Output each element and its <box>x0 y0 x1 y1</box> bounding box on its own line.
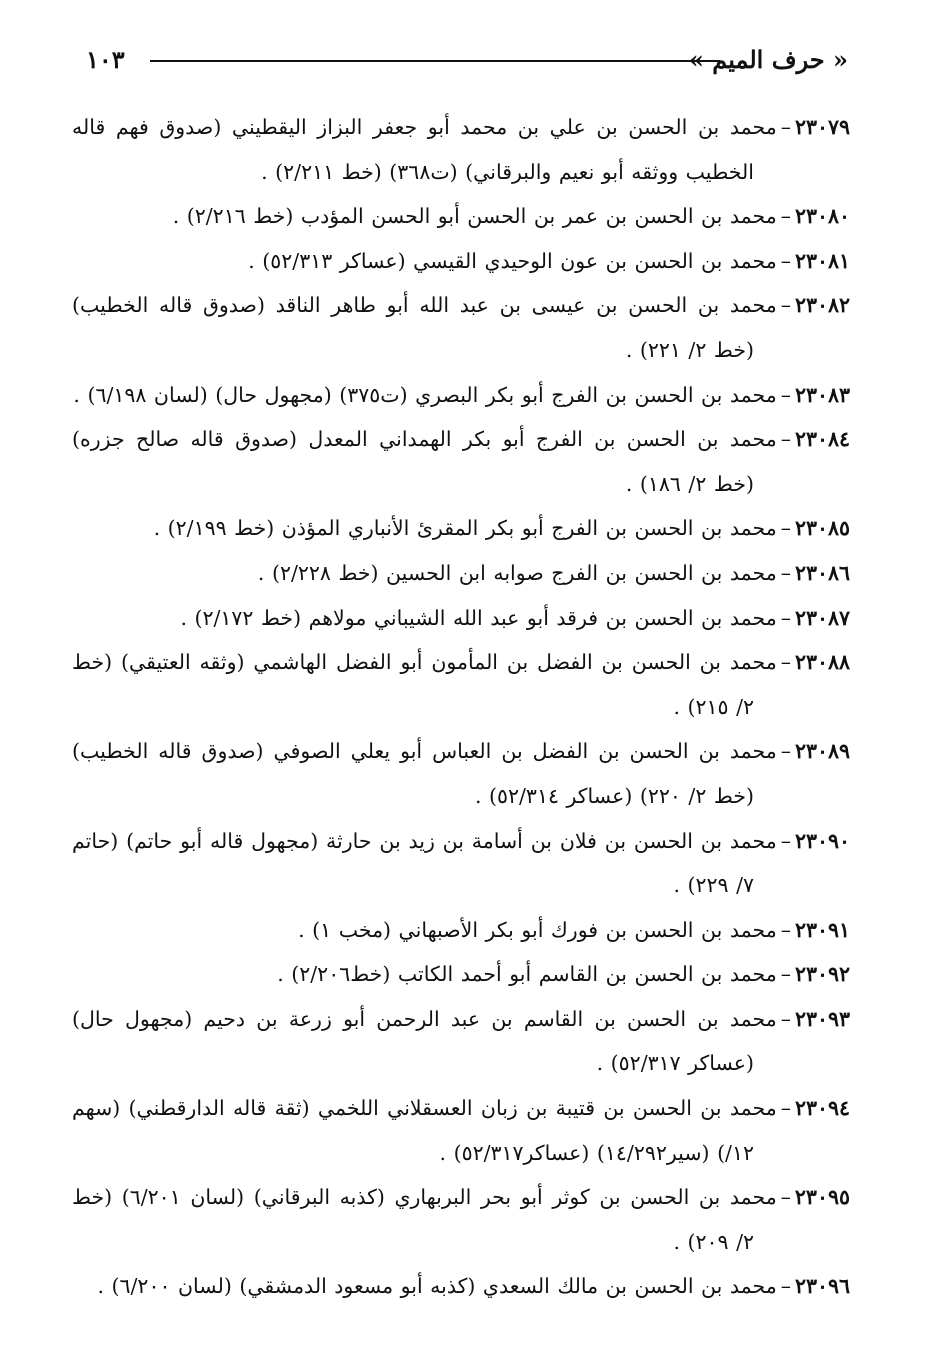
list-item: ٢٣٠٨٨–محمد بن الحسن بن الفضل بن المأمون أبو الفضل الهاشمي (وثقه العتيقي) (خط ٢/ ٢١٥) . <box>72 650 850 719</box>
entry-text: محمد بن الحسن بن مالك السعدي (كذبه أبو مسعود الدمشقي) (لسان ٦/٢٠٠) . <box>97 1274 777 1299</box>
running-header <box>86 40 848 80</box>
entry-text: محمد بن الحسن بن القاسم أبو أحمد الكاتب (خط٢/٢٠٦) . <box>277 962 777 987</box>
entry-text: محمد بن الحسن بن فورك أبو بكر الأصبهاني (مخب ١) . <box>298 917 777 942</box>
entry-number: ٢٣٠٨٨ <box>794 650 850 675</box>
entry-text: محمد بن الحسن بن قتيبة بن زبان العسقلاني اللخمي (ثقة قاله الدارقطني) (سهم ١٢/) (سير١٤/٢٩٢) (عساكر٥٢/٣١٧) . <box>72 1096 777 1165</box>
list-item: ٢٣٠٩٢–محمد بن الحسن بن القاسم أبو أحمد الكاتب (خط٢/٢٠٦) . <box>277 962 850 987</box>
list-item: ٢٣٠٩٤–محمد بن الحسن بن قتيبة بن زبان العسقلاني اللخمي (ثقة قاله الدارقطني) (سهم ١٢/) (سير١٤/٢٩٢) (عساكر٥٢/٣١٧) . <box>72 1096 850 1165</box>
entry-number: ٢٣٠٩٦ <box>794 1274 850 1299</box>
entry-text: محمد بن الحسن بن فلان بن أسامة بن زيد بن حارثة (مجهول قاله أبو حاتم) (حاتم ٧/ ٢٢٩) . <box>72 828 777 898</box>
list-item: ٢٣٠٩٥–محمد بن الحسن بن كوثر أبو بحر البربهاري (كذبه البرقاني) (لسان ٦/٢٠١) (خط ٢/ ٢٠٩) . <box>72 1185 850 1254</box>
entry-number: ٢٣٠٨٠ <box>794 204 850 229</box>
page-number: ١٠٣ <box>86 45 125 74</box>
entry-text: محمد بن الحسن بن كوثر أبو بحر البربهاري (كذبه البرقاني) (لسان ٦/٢٠١) (خط ٢/ ٢٠٩) . <box>72 1185 777 1254</box>
list-item: ٢٣٠٩٣–محمد بن الحسن بن القاسم بن عبد الرحمن أبو زرعة بن دحيم (مجهول حال) (عساكر ٥٢/٣١٧) . <box>72 1006 850 1076</box>
entry-number: ٢٣٠٧٩ <box>794 115 850 139</box>
entry-text: محمد بن الحسن بن عمر بن الحسن أبو الحسن المؤدب (خط ٢/٢١٦) . <box>172 204 777 229</box>
list-item: ٢٣٠٩٠–محمد بن الحسن بن فلان بن أسامة بن زيد بن حارثة (مجهول قاله أبو حاتم) (حاتم ٧/ ٢٢٩) . <box>72 828 850 898</box>
entry-number: ٢٣٠٨٧ <box>794 605 850 630</box>
entry-number: ٢٣٠٨٩ <box>794 739 850 764</box>
list-item: ٢٣٠٨٣–محمد بن الحسن بن الفرج أبو بكر البصري (ت٣٧٥) (مجهول حال) (لسان ٦/١٩٨) . <box>73 382 850 407</box>
entry-text: محمد بن الحسن بن الفرج أبو بكر الهمداني المعدل (صدوق قاله صالح جزره) (خط ٢/ ١٨٦) . <box>72 427 777 496</box>
list-item: ٢٣٠٨٧–محمد بن الحسن بن فرقد أبو عبد الله الشيباني مولاهم (خط ٢/١٧٢) . <box>180 605 850 630</box>
entry-number: ٢٣٠٩١ <box>794 917 850 942</box>
entry-number: ٢٣٠٨٣ <box>794 382 850 407</box>
entry-number: ٢٣٠٨٥ <box>794 516 850 541</box>
header-rule <box>150 60 720 62</box>
entry-number: ٢٣٠٩٢ <box>794 962 850 987</box>
list-item: ٢٣٠٨٠–محمد بن الحسن بن عمر بن الحسن أبو الحسن المؤدب (خط ٢/٢١٦) . <box>172 204 850 229</box>
entry-number: ٢٣٠٩٣ <box>794 1006 850 1031</box>
list-item: ٢٣٠٨٥–محمد بن الحسن بن الفرج أبو بكر المقرئ الأنباري المؤذن (خط ٢/١٩٩) . <box>153 516 850 541</box>
list-item: ٢٣٠٧٩–محمد بن الحسن بن علي بن محمد أبو جعفر البزاز اليقطيني (صدوق فهم قاله الخطيب ووثقه أبو نعيم والبرقاني) (ت٣٦٨) (خط ٢/٢١١) . <box>72 115 850 184</box>
list-item: ٢٣٠٩١–محمد بن الحسن بن فورك أبو بكر الأصبهاني (مخب ١) . <box>298 917 850 942</box>
entry-list <box>72 105 850 1309</box>
entry-text: محمد بن الحسن بن فرقد أبو عبد الله الشيباني مولاهم (خط ٢/١٧٢) . <box>180 605 777 630</box>
list-item: ٢٣٠٩٦–محمد بن الحسن بن مالك السعدي (كذبه أبو مسعود الدمشقي) (لسان ٦/٢٠٠) . <box>97 1274 850 1299</box>
entry-text: محمد بن الحسن بن الفضل بن العباس أبو يعلي الصوفي (صدوق قاله الخطيب) (خط ٢/ ٢٢٠) (عساكر ٥٢/٣١٤) . <box>72 739 777 808</box>
list-item: ٢٣٠٨٢–محمد بن الحسن بن عيسى بن عبد الله أبو طاهر الناقد (صدوق قاله الخطيب) (خط ٢/ ٢٢١) . <box>72 293 850 362</box>
list-item: ٢٣٠٨٤–محمد بن الحسن بن الفرج أبو بكر الهمداني المعدل (صدوق قاله صالح جزره) (خط ٢/ ١٨٦) . <box>72 427 850 496</box>
chapter-title: « حرف الميم » <box>688 45 848 74</box>
entry-text: محمد بن الحسن بن الفرج صوابه ابن الحسين (خط ٢/٢٢٨) . <box>257 560 777 585</box>
entry-number: ٢٣٠٨٢ <box>794 293 850 318</box>
entry-number: ٢٣٠٩٤ <box>794 1096 850 1121</box>
entry-text: محمد بن الحسن بن علي بن محمد أبو جعفر البزاز اليقطيني (صدوق فهم قاله الخطيب ووثقه أبو نعيم والبرقاني) (ت٣٦٨) (خط ٢/٢١١) . <box>72 115 777 184</box>
entry-text: محمد بن الحسن بن عون الوحيدي القيسي (عساكر ٥٢/٣١٣) . <box>248 248 777 273</box>
entry-text: محمد بن الحسن بن الفضل بن المأمون أبو الفضل الهاشمي (وثقه العتيقي) (خط ٢/ ٢١٥) . <box>72 650 777 719</box>
list-item: ٢٣٠٨٩–محمد بن الحسن بن الفضل بن العباس أبو يعلي الصوفي (صدوق قاله الخطيب) (خط ٢/ ٢٢٠) (عساكر ٥٢/٣١٤) . <box>72 739 850 808</box>
entry-text: محمد بن الحسن بن الفرج أبو بكر البصري (ت٣٧٥) (مجهول حال) (لسان ٦/١٩٨) . <box>73 382 777 407</box>
entry-text: محمد بن الحسن بن الفرج أبو بكر المقرئ الأنباري المؤذن (خط ٢/١٩٩) . <box>153 516 777 541</box>
entry-number: ٢٣٠٨٦ <box>794 560 850 585</box>
entry-number: ٢٣٠٨٤ <box>794 427 850 452</box>
list-item: ٢٣٠٨١–محمد بن الحسن بن عون الوحيدي القيسي (عساكر ٥٢/٣١٣) . <box>248 248 850 273</box>
entry-number: ٢٣٠٩٥ <box>794 1185 850 1210</box>
entry-number: ٢٣٠٨١ <box>794 248 850 273</box>
list-item: ٢٣٠٨٦–محمد بن الحسن بن الفرج صوابه ابن الحسين (خط ٢/٢٢٨) . <box>257 560 850 585</box>
entry-text: محمد بن الحسن بن عيسى بن عبد الله أبو طاهر الناقد (صدوق قاله الخطيب) (خط ٢/ ٢٢١) . <box>72 293 777 362</box>
entry-number: ٢٣٠٩٠ <box>794 828 850 853</box>
entry-text: محمد بن الحسن بن القاسم بن عبد الرحمن أبو زرعة بن دحيم (مجهول حال) (عساكر ٥٢/٣١٧) . <box>72 1006 777 1076</box>
